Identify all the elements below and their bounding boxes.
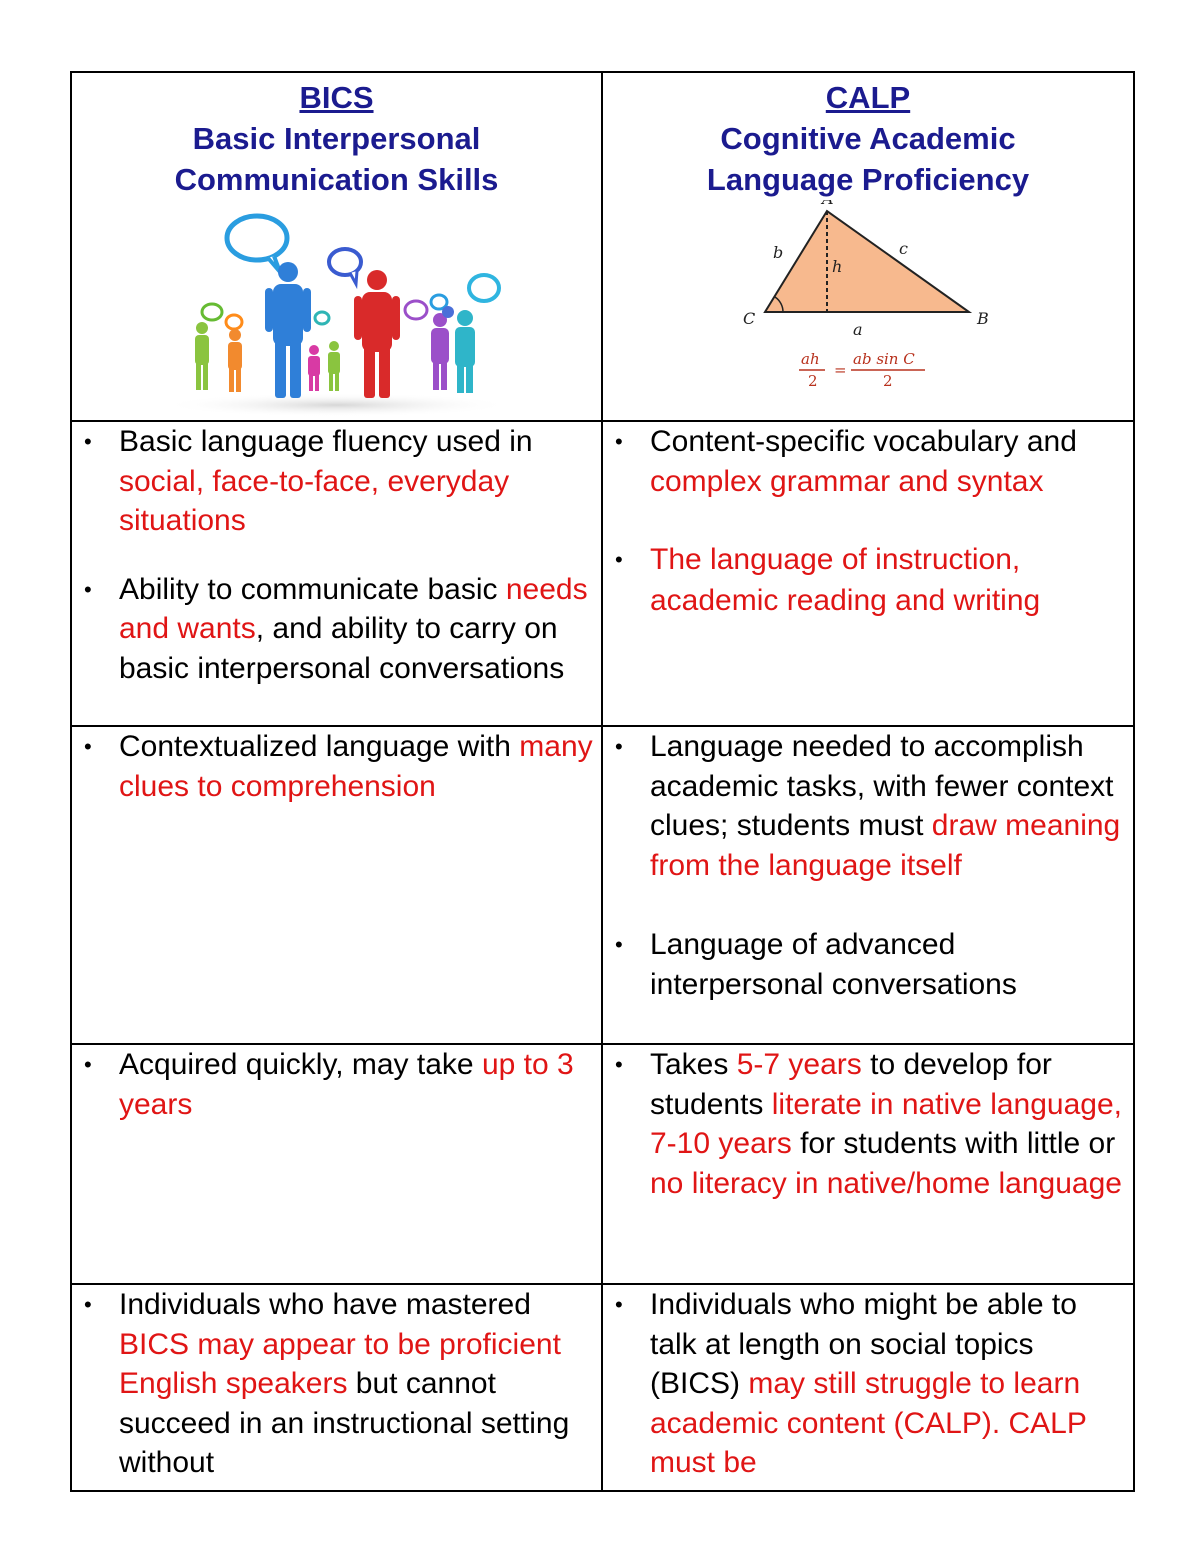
formula-left-num: ah — [801, 350, 820, 368]
calp-abbr: CALP — [825, 80, 911, 115]
item-text: Contextualized language with — [119, 730, 520, 763]
bics-time-cell — [71, 1044, 602, 1284]
bullet-icon: • — [84, 1052, 92, 1077]
item-text: Language needed to accomplish academic tasks, with fewer context clues; students must — [650, 730, 1114, 843]
bullet-icon: • — [84, 734, 92, 759]
item-emphasis: BICS may appear to be proficient English speakers — [119, 1327, 561, 1401]
calp-proficiency-cell — [602, 1284, 1134, 1491]
item-emphasis: may still struggle to learn academic content (CALP). CALP must be — [650, 1367, 1087, 1480]
formula-equals: = — [834, 361, 847, 379]
item-text: Individuals who might be able to talk at length on social topics (BICS) — [650, 1288, 1077, 1401]
calp-context-cell — [602, 726, 1134, 1044]
item-text-end: but cannot succeed in an instructional setting without — [119, 1367, 570, 1480]
item-text: Acquired quickly, may take — [119, 1048, 482, 1081]
item-emphasis: 5-7 years — [736, 1048, 862, 1081]
calp-time-cell — [602, 1044, 1134, 1284]
calp-title-line2: Language Proficiency — [706, 162, 1030, 197]
item-emphasis: literate in native language, 7-10 years — [650, 1087, 1122, 1161]
comparison-page — [70, 71, 1131, 1492]
bullet-icon: • — [84, 1292, 92, 1317]
vertex-c-label: C — [743, 309, 756, 328]
bullet-icon: • — [615, 1292, 623, 1317]
bullet-icon: • — [615, 734, 623, 759]
row-usage — [71, 421, 1134, 726]
list-item — [72, 727, 601, 806]
formula-right-den: 2 — [883, 372, 893, 390]
calp-heading — [603, 73, 1133, 200]
item-emphasis: complex grammar and syntax — [650, 464, 1044, 498]
item-text: Language of advanced interpersonal conversations — [650, 928, 1017, 1001]
side-c-label: c — [899, 239, 908, 258]
bics-header-cell — [71, 72, 602, 421]
bics-proficiency-cell — [71, 1284, 602, 1491]
item-emphasis: needs and wants — [119, 572, 588, 646]
item-text-end: , and ability to carry on basic interpersonal conversations — [119, 612, 565, 685]
list-item — [72, 1285, 601, 1483]
list-item — [72, 1045, 601, 1124]
bics-context-cell — [71, 726, 602, 1044]
vertex-a-label — [820, 200, 834, 208]
list-item — [72, 422, 601, 541]
list-item — [603, 925, 1133, 1004]
list-item — [603, 1285, 1133, 1483]
bics-title-line2: Communication Skills — [174, 162, 499, 197]
item-emphasis: up to 3 years — [119, 1048, 574, 1121]
item-text: Ability to communicate basic — [119, 572, 506, 606]
row-proficiency — [71, 1284, 1134, 1491]
side-a-label: a — [853, 320, 863, 339]
bullet-icon: • — [84, 576, 92, 602]
list-item — [603, 1045, 1133, 1203]
calp-header-cell — [602, 72, 1134, 421]
bics-heading — [72, 73, 601, 200]
list-item — [603, 539, 1133, 621]
header-row — [71, 72, 1134, 421]
triangle-diagram-icon — [603, 200, 1133, 420]
bullet-icon: • — [615, 932, 623, 958]
list-item — [72, 570, 601, 689]
people-talking-icon — [72, 200, 601, 420]
item-emphasis: many clues to comprehension — [119, 730, 593, 803]
bics-abbr: BICS — [299, 80, 374, 115]
bullet-icon: • — [615, 547, 623, 573]
item-emphasis: social, face-to-face, everyday situations — [119, 464, 510, 538]
item-text: for students with little or — [791, 1127, 1116, 1161]
item-text: Takes — [650, 1048, 737, 1081]
item-emphasis: The language of instruction, academic reading and writing — [650, 543, 1041, 618]
calp-title-line1: Cognitive Academic — [720, 121, 1016, 156]
calp-usage-cell — [602, 421, 1134, 726]
bullet-icon: • — [84, 429, 92, 454]
bullet-icon: • — [615, 429, 623, 454]
item-text: to develop for students — [650, 1048, 1052, 1121]
item-emphasis: draw meaning from the language itself — [650, 809, 1121, 882]
row-time — [71, 1044, 1134, 1284]
row-context — [71, 726, 1134, 1044]
list-item — [603, 727, 1133, 885]
height-label: h — [832, 257, 843, 276]
bics-calp-table — [70, 71, 1135, 1492]
bics-usage-cell — [71, 421, 602, 726]
item-text: Content-specific vocabulary and — [650, 425, 1077, 458]
bics-title-line1: Basic Interpersonal — [192, 121, 481, 156]
formula-right-num: ab sin C — [853, 350, 915, 368]
item-text: Individuals who have mastered — [119, 1288, 531, 1321]
side-b-label: b — [773, 243, 784, 262]
bullet-icon: • — [615, 1052, 623, 1077]
item-emphasis: no literacy in native/home language — [650, 1166, 1122, 1200]
list-item — [603, 422, 1133, 501]
vertex-b-label: B — [977, 309, 989, 328]
formula-left-den: 2 — [808, 372, 818, 390]
item-text: Basic language fluency used in — [119, 425, 533, 458]
